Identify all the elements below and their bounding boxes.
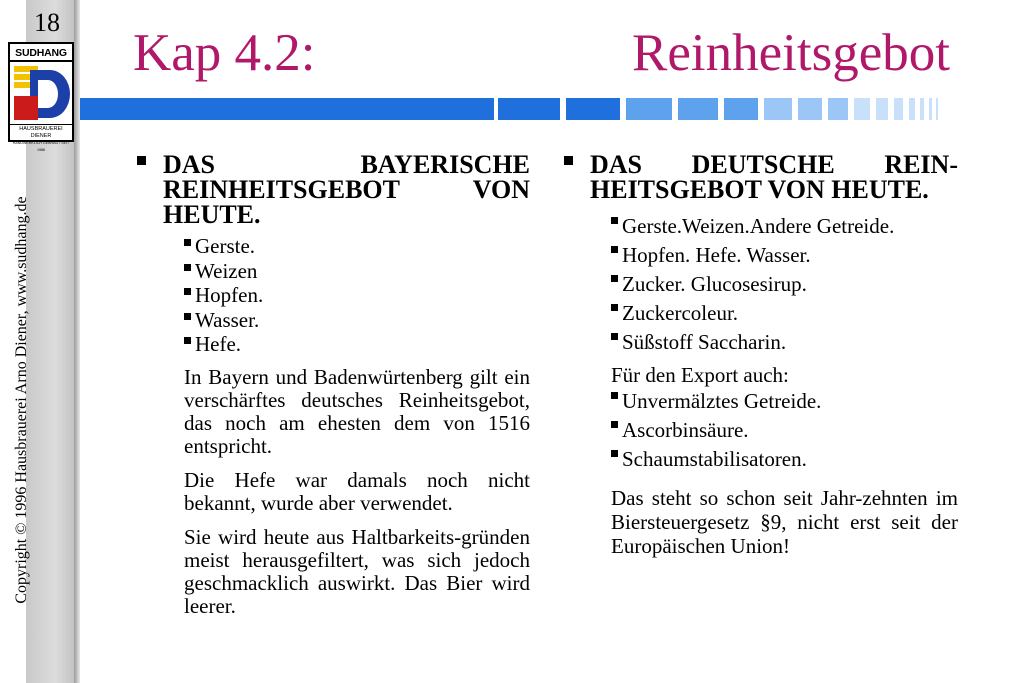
list-item [611,212,958,241]
list-item-text: Schaumstabilisatoren. [622,447,807,471]
list-item [184,308,530,333]
list-item [184,283,530,308]
closing-paragraph: Das steht so schon seit Jahr-zehnten im Biersteuergesetz §9, nicht erst seit der Europäischen Union! [611,486,958,558]
bullet-icon [184,313,191,320]
bullet-icon [611,392,618,399]
bullet-icon [184,264,191,271]
heading-bullet-icon [564,156,573,165]
right-heading-text: DAS DEUTSCHE REIN-HEITSGEBOT VON HEUTE. [590,150,958,204]
bullet-icon [611,246,618,253]
right-ingredient-list [563,212,958,357]
list-item-text: Gerste. [195,234,256,258]
list-item [611,270,958,299]
list-item-text: Gerste.Weizen.Andere Getreide. [622,214,895,238]
page-number: 18 [34,8,60,37]
list-item-text: Süßstoff Saccharin. [622,330,787,354]
list-item-text: Ascorbinsäure. [622,418,749,442]
sudhang-logo [8,42,74,152]
bullet-icon [611,333,618,340]
export-label: Für den Export auch: [611,363,789,387]
list-item-text: Zuckercoleur. [622,301,739,325]
chapter-title: Kap 4.2: [133,24,316,82]
bullet-icon [611,304,618,311]
right-heading [563,152,958,202]
list-item [611,241,958,270]
left-paragraph-filtering: Sie wird heute aus Haltbarkeits-gründen meist herausgefiltert, was sich jedoch geschmacklich auswirkt. Das Bier wird leerer. [184,524,530,618]
list-item-text: Wasser. [195,307,260,332]
bullet-icon [184,337,191,344]
logo-caption-line2: HANDWERKLICH GEBRAUT SEIT 1986 [12,141,70,152]
bullet-icon [184,288,191,295]
left-heading-text: DAS BAYERISCHE REINHEITSGEBOT VON HEUTE. [163,150,530,229]
german-purity-law-section [563,152,958,558]
list-item-text: Hopfen. Hefe. Wasser. [622,243,811,267]
list-item [611,387,958,416]
bullet-icon [611,421,618,428]
left-ingredient-list [136,234,530,357]
bullet-icon [611,450,618,457]
list-item-text: Hopfen. [195,283,264,307]
left-paragraph-bavaria: In Bayern und Badenwürtenberg gilt ein verschärftes deutsches Reinheitsgebot, das noch am ehesten dem von 1516 entspricht. [184,364,530,458]
list-item-text: Hefe. [195,332,242,356]
list-item [611,299,958,328]
bullet-icon [184,239,191,246]
copyright-notice: Copyright © 1996 Hausbrauerei Arno Diener, www.sudhang.de [13,196,30,604]
list-item-text: Weizen [195,258,258,283]
left-paragraph-yeast: Die Hefe war damals noch nicht bekannt, wurde aber verwendet. [184,467,530,515]
bullet-icon [611,217,618,224]
logo-wordmark: SUDHANG [10,44,72,62]
bavarian-purity-law-section [136,152,530,618]
list-item [184,234,530,259]
bullet-icon [611,275,618,282]
page-title: Reinheitsgebot [632,24,950,82]
left-heading [136,152,530,227]
list-item [611,445,958,474]
list-item [611,328,958,357]
list-item-text: Unvermälztes Getreide. [622,389,822,413]
export-ingredient-list [563,387,958,474]
list-item [184,259,530,284]
heading-bullet-icon [137,156,146,165]
list-item [184,332,530,357]
list-item-text: Zucker. Glucosesirup. [622,272,807,296]
logo-caption-line1: HAUSBRAUEREI DIENER [19,126,63,139]
logo-caption [10,124,72,154]
logo-emblem [10,62,72,124]
list-item [611,416,958,445]
